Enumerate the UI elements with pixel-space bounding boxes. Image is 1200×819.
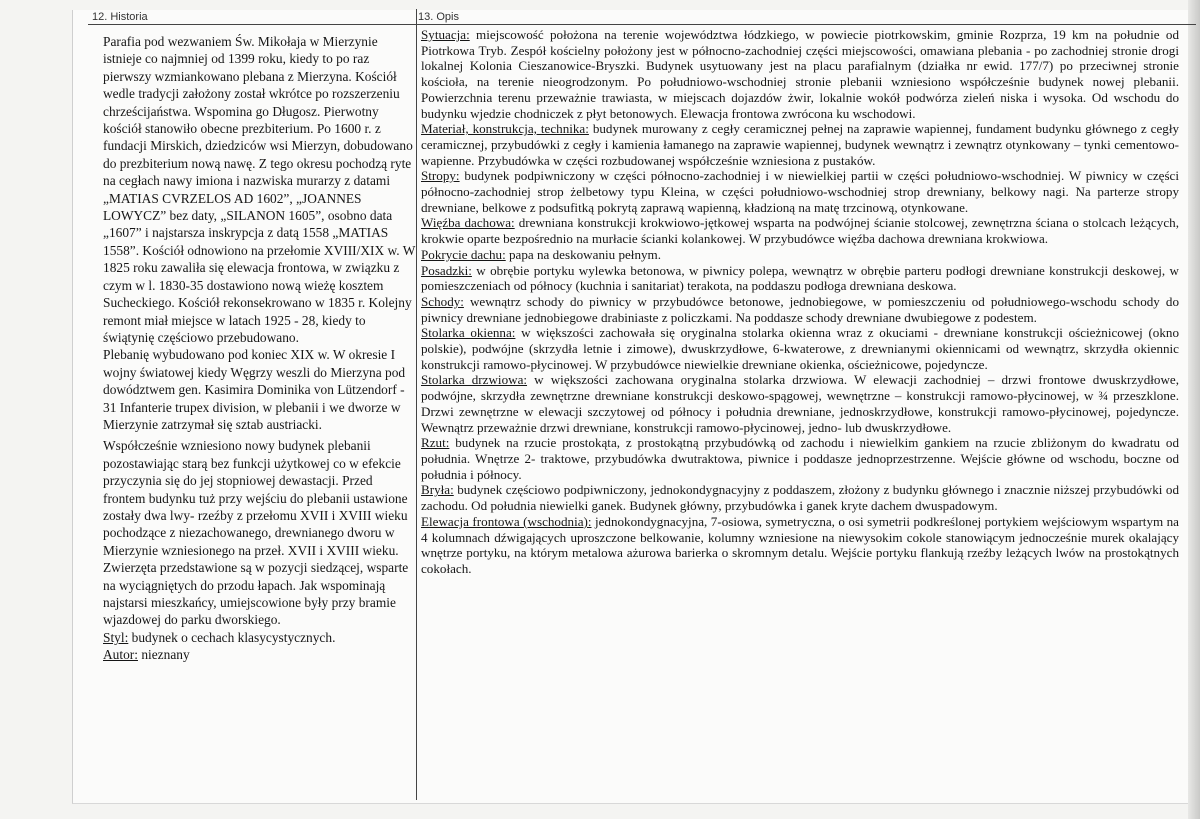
description-header: 13. Opis	[418, 11, 459, 23]
description-section	[421, 325, 1179, 372]
style-value: budynek o cechach klasycystycznych.	[128, 629, 336, 645]
section-label: Stropy:	[421, 168, 460, 184]
section-text: budynek murowany z cegły ceramicznej pełnej na zaprawie wapiennej, fundament budynku głównego z cegły ceramicznej, przybudówki z cegły i kamienia łamanego na zaprawie wapiennej, budynek wewnątrz i zewnątrz otynkowany – tynki cementowo-wapienne. Przybudówka w części rozbudowanej współcześnie wzniesiona z pustaków.	[421, 121, 1179, 168]
column-divider	[416, 9, 417, 800]
history-paragraph: Parafia pod wezwaniem Św. Mikołaja w Mierzynie istnieje co najmniej od 1399 roku, kiedy to po raz pierwszy wzmiankowano plebana z Mierzyna. Kościół wedle tradycji założony został wkrótce po rozszerzeniu chrześcijaństwa. Wspomina go Długosz. Pierwotny kościół stanowiło obecne prezbiterium. Po 1600 r. z fundacji Mirskich, dziedziców wsi Mierzyn, dobudowano do prezbiterium nową nawę. Z tego okresu pochodzą ryte na cegłach nawy imiona i nazwiska murarzy z datami „MATIAS CVRZELOS AD 1602”, „JOANNES LOWYCZ” bez daty, „SILANON 1605”, osobno data „1607” i najstarsza inskrypcja z datą 1558 „MATIAS 1558”. Kościół odnowiono na przełomie XVIII/XIX w. W 1825 roku zawaliła się elewacja frontowa, w związku z czym w l. 1830-35 dostawiono nową wieżę kosztem Sucheckiego. Kościół rekonsekrowano w 1835 r. Kolejny remont miał miejsce w latach 1925 - 28, kiedy to świątynię częściowo przebudowano.	[103, 34, 416, 345]
section-text: w większości zachowała się oryginalna stolarka okienna wraz z okuciami - drewniane konstrukcji ościeżnicowej (okno polskie), podwójne (skrzydła letnie i zimowe), dwuskrzydłowe, 6-kwaterowe, z drewnianymi okiennicami od wewnątrz, skrzydła okiennic konstrukcji ramowo-płycinowej. W przybudówce niewielkie drewniane okienka, ościeżnicowe, pojedyncze.	[421, 325, 1179, 372]
description-section	[421, 263, 1179, 294]
section-label: Pokrycie dachu:	[421, 246, 506, 262]
section-text: drewniana konstrukcji krokwiowo-jętkowej wsparta na podwójnej ścianie stolcowej, zewnętrzna ściana o stolcach leżących, krokwie oparte bezpośrednio na murłacie ścianki kolankowej. W przybudówce więźba dachowa drewniana krokwiowa.	[421, 215, 1179, 247]
section-text: jednokondygnacyjna, 7-osiowa, symetryczna, o osi symetrii podkreślonej portykiem wejściowym wspartym na 4 kolumnach dźwigających uproszczone belkowanie, kolumny wzniesione na niewysokim cokole stanowiącym jednocześnie murek okalający wnętrze portyku, na którym metalowa ażurowa barierka o skromnym detalu. Wejście portyku flankują rzeźby leżących lwów na prostokątnych cokołach.	[421, 513, 1179, 576]
description-section	[421, 247, 1179, 263]
section-text: papa na deskowaniu pełnym.	[505, 246, 661, 262]
history-paragraph: Współcześnie wzniesiono nowy budynek plebanii pozostawiając starą bez funkcji użytkowej co w efekcie przyczynia się do jej stopniowej dewastacji. Przed frontem budynku tuż przy wejściu do plebanii ustawione zostały dwa lwy- rzeźby z przełomu XVII i XVIII wieku pochodzące z niezachowanego, drewnianego dworu w Mierzynie wzniesionego na przeł. XVII i XVIII wieku. Zwierzęta przedstawione są w pozycji siedzącej, wsparte na wyciągniętych do przodu łapach. Jak wspominają najstarsi mieszkańcy, umiejscowione były przy bramie wjazdowej do parku dworskiego.	[103, 438, 409, 628]
description-section	[421, 294, 1179, 325]
section-text: miejscowość położona na terenie województwa łódzkiego, w powiecie piotrkowskim, gminie Rozprza, 19 km na południe od Piotrkowa Tryb. Zespół kościelny położony jest w północno-zachodniej części miejscowości, omawiana plebania - po zachodniej stronie drogi lokalnej Kolonia Cieszanowice-Bryszki. Budynek usytuowany jest na placu parafialnym (działka nr ewid. 177/7) po przeciwnej stronie kościoła, na terenie nieogrodzonym. Po południowo-wschodniej stronie plebanii wzniesiono współcześnie budynek nowej plebanii. Powierzchnia terenu przeważnie trawiasta, w miejscach dojazdów żwir, lokalnie wokół podwórza zieleń niska i wysoka. Od wschodu do budynku wjedzie chodniczek z płyt betonowych. Elewacja frontowa zwrócona ku wschodowi.	[421, 27, 1179, 121]
section-text: budynek częściowo podpiwniczony, jednokondygnacyjny z poddaszem, złożony z budynku głównego i znacznie niższej przybudówki od zachodu. Od południa niewielki ganek. Budynek główny, przybudówka i ganek kryte dachem dwuspadowym.	[421, 482, 1179, 514]
section-text: w obrębie portyku wylewka betonowa, w piwnicy polepa, wewnątrz w obrębie parteru podłogi drewniane konstrukcji deskowej, w pomieszczeniach od północy (kuchnia i sanitariat) terakota, na poddaszu podłoga drewniana deskowa.	[421, 262, 1179, 294]
description-section	[421, 168, 1179, 215]
section-label: Bryła:	[421, 482, 454, 498]
description-column	[421, 27, 1179, 577]
description-section	[421, 27, 1179, 121]
section-label: Rzut:	[421, 435, 450, 451]
description-section	[421, 435, 1179, 482]
description-section	[421, 121, 1179, 168]
section-text: budynek na rzucie prostokąta, z prostokątną przybudówką od zachodu i niewielkim gankiem na rzucie zbliżonym do kwadratu od południa. Wnętrze 2- traktowe, przybudówka dwutraktowa, piwnice i poddasze jednoprzestrzenne. Wejście główne od wschodu, boczne od południa i północy.	[421, 435, 1179, 482]
section-text: w większości zachowana oryginalna stolarka drzwiowa. W elewacji zachodniej – drzwi frontowe dwuskrzydłowe, podwójne, skrzydła zewnętrzne drewniane konstrukcji deskowo-spągowej, wewnętrzne – konstrukcji ramowo-płycinowej, w ¾ przeszklone. Drzwi zewnętrzne w elewacji szczytowej od północy i południa drewniane, jednoskrzydłowe, konstrukcji ramowo-płycinowej, pojedyncze. Wewnątrz przeważnie drzwi drewniane, konstrukcji ramowo-płycinowej, jedno- lub dwuskrzydłowe.	[421, 372, 1179, 435]
history-column	[103, 33, 416, 664]
section-text: wewnątrz schody do piwnicy w przybudówce betonowe, jednobiegowe, w pomieszczeniu od południowego-wschodu schody do piwnicy drewniane jednobiegowe drabiniaste z policzkami. Na poddasze schody drewniane dwubiegowe z podestem.	[421, 293, 1179, 325]
section-label: Elewacja frontowa (wschodnia):	[421, 513, 592, 529]
section-label: Więźba dachowa:	[421, 215, 515, 231]
header-rule	[88, 24, 1196, 25]
style-line	[103, 629, 416, 646]
section-label: Stolarka okienna:	[421, 325, 516, 341]
author-label: Autor:	[103, 647, 138, 663]
history-paragraph: Plebanię wybudowano pod koniec XIX w. W okresie I wojny światowej kiedy Węgrzy weszli do Mierzyna pod dowództwem gen. Kasimira Dominika von Lützendorf - 31 Infanterie trupex division, w plebanii i we dworze w Mierzynie zatrzymał się sztab austriacki.	[103, 347, 406, 432]
description-section	[421, 514, 1179, 577]
section-label: Sytuacja:	[421, 27, 470, 42]
section-label: Posadzki:	[421, 262, 472, 278]
section-label: Schody:	[421, 293, 464, 309]
section-label: Stolarka drzwiowa:	[421, 372, 528, 388]
history-header: 12. Historia	[92, 11, 148, 23]
author-value: nieznany	[137, 647, 190, 663]
description-section	[421, 215, 1179, 246]
scan-edge	[1188, 0, 1200, 819]
section-text: budynek podpiwniczony w części północno-zachodniej i w niewielkiej partii w części południowo-wschodniej. W piwnicy w części północno-zachodniej strop żelbetowy typu Kleina, w części południowo-wschodniej strop drewniany, belkowy nagi. Na parterze stropy drewniane, belkowe z podsufitką pokrytą zaprawą wapienną, kładzioną na matę trzcinową, otynkowane.	[421, 168, 1179, 215]
description-section	[421, 482, 1179, 513]
description-section	[421, 372, 1179, 435]
author-line	[103, 646, 416, 663]
section-label: Materiał, konstrukcja, technika:	[421, 121, 589, 137]
style-label: Styl:	[103, 629, 129, 645]
